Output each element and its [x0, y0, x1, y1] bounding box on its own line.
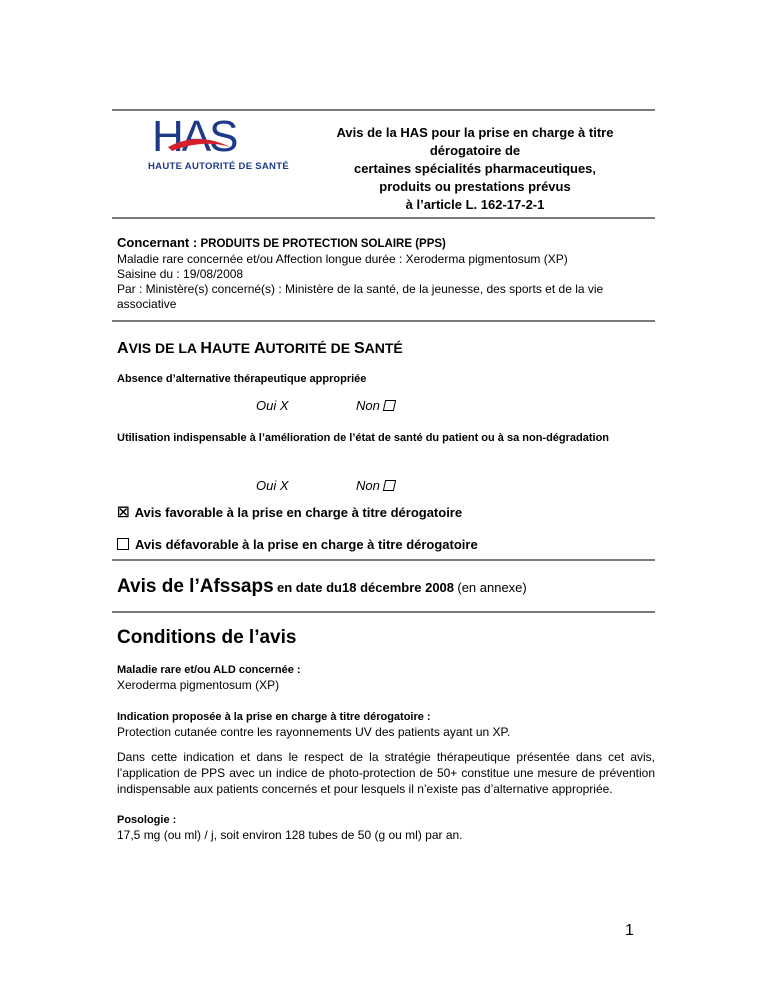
- logo-subtitle: HAUTE AUTORITÉ DE SANTÉ: [148, 161, 289, 172]
- svg-text:HAS: HAS: [152, 113, 237, 159]
- conditions-heading: Conditions de l’avis: [117, 627, 297, 648]
- q2-oui-checked[interactable]: Oui X: [256, 478, 289, 493]
- title-line: à l’article L. 162-17-2-1: [405, 197, 545, 212]
- question-1-label: Absence d’alternative thérapeutique appropriée: [117, 373, 367, 385]
- saisine-line: Saisine du : 19/08/2008: [117, 267, 244, 281]
- par-line: Par : Ministère(s) concerné(s) : Ministère de la santé, de la jeunesse, des sports et de la vie associative: [117, 282, 604, 311]
- title-line: produits ou prestations prévus: [379, 179, 571, 194]
- checkbox-empty-icon: [383, 400, 396, 411]
- avis-defavorable-option[interactable]: Avis défavorable à la prise en charge à titre dérogatoire: [117, 537, 655, 552]
- maladie-label: Maladie rare et/ou ALD concernée :: [117, 664, 301, 676]
- posologie-label: Posologie :: [117, 814, 177, 826]
- divider: [112, 109, 655, 111]
- q1-oui-checked[interactable]: Oui X: [256, 398, 289, 413]
- q1-non-option[interactable]: Non: [356, 398, 395, 413]
- title-line: Avis de la HAS pour la prise en charge à titre: [336, 125, 614, 140]
- concernant-label: Concernant :: [117, 235, 198, 250]
- concernant-value: PRODUITS DE PROTECTION SOLAIRE (PPS): [200, 238, 446, 250]
- conditions-paragraph: Dans cette indication et dans le respect de la stratégie thérapeutique présentée dans cet avis, l’application de PPS avec un indice de photo-protection de 50+ constitue une mesure de prévention indispensable aux patients concernés et pour lesquels il n’existe pas d’alternative appropriée.: [117, 750, 655, 796]
- indication-value: Protection cutanée contre les rayonnements UV des patients ayant un XP.: [117, 725, 511, 739]
- checkbox-empty-icon: [117, 538, 129, 550]
- checkbox-empty-icon: [383, 480, 396, 491]
- divider: [112, 559, 655, 561]
- avis-favorable-option[interactable]: ☒ Avis favorable à la prise en charge à titre dérogatoire: [117, 504, 463, 520]
- page-number: 1: [625, 922, 634, 939]
- divider: [112, 611, 655, 613]
- document-title: [300, 124, 650, 214]
- divider: [112, 320, 655, 322]
- has-logo-mark: [148, 113, 248, 159]
- has-logo: [148, 113, 288, 172]
- title-line: dérogatoire de: [429, 143, 521, 158]
- indication-label: Indication proposée à la prise en charge à titre dérogatoire :: [117, 711, 431, 723]
- checkbox-checked-icon: ☒: [117, 504, 130, 520]
- maladie-line: Maladie rare concernée et/ou Affection longue durée : Xeroderma pigmentosum (XP): [117, 252, 568, 266]
- question-2-label: Utilisation indispensable à l’amélioration de l’état de santé du patient ou à sa non-dégradation: [117, 432, 610, 444]
- posologie-value: 17,5 mg (ou ml) / j, soit environ 128 tubes de 50 (g ou ml) par an.: [117, 828, 463, 842]
- divider: [112, 217, 655, 219]
- q2-non-option[interactable]: Non: [356, 478, 395, 493]
- concernant-block: [117, 235, 655, 312]
- title-line: certaines spécialités pharmaceutiques,: [353, 161, 597, 176]
- maladie-value: Xeroderma pigmentosum (XP): [117, 678, 280, 692]
- avis-has-heading: AVIS DE LA HAUTE AUTORITÉ DE SANTÉ: [117, 340, 403, 357]
- afssaps-heading: Avis de l’Afssaps en date du18 décembre 2008 (en annexe): [117, 576, 527, 597]
- conditions-body: [117, 663, 655, 843]
